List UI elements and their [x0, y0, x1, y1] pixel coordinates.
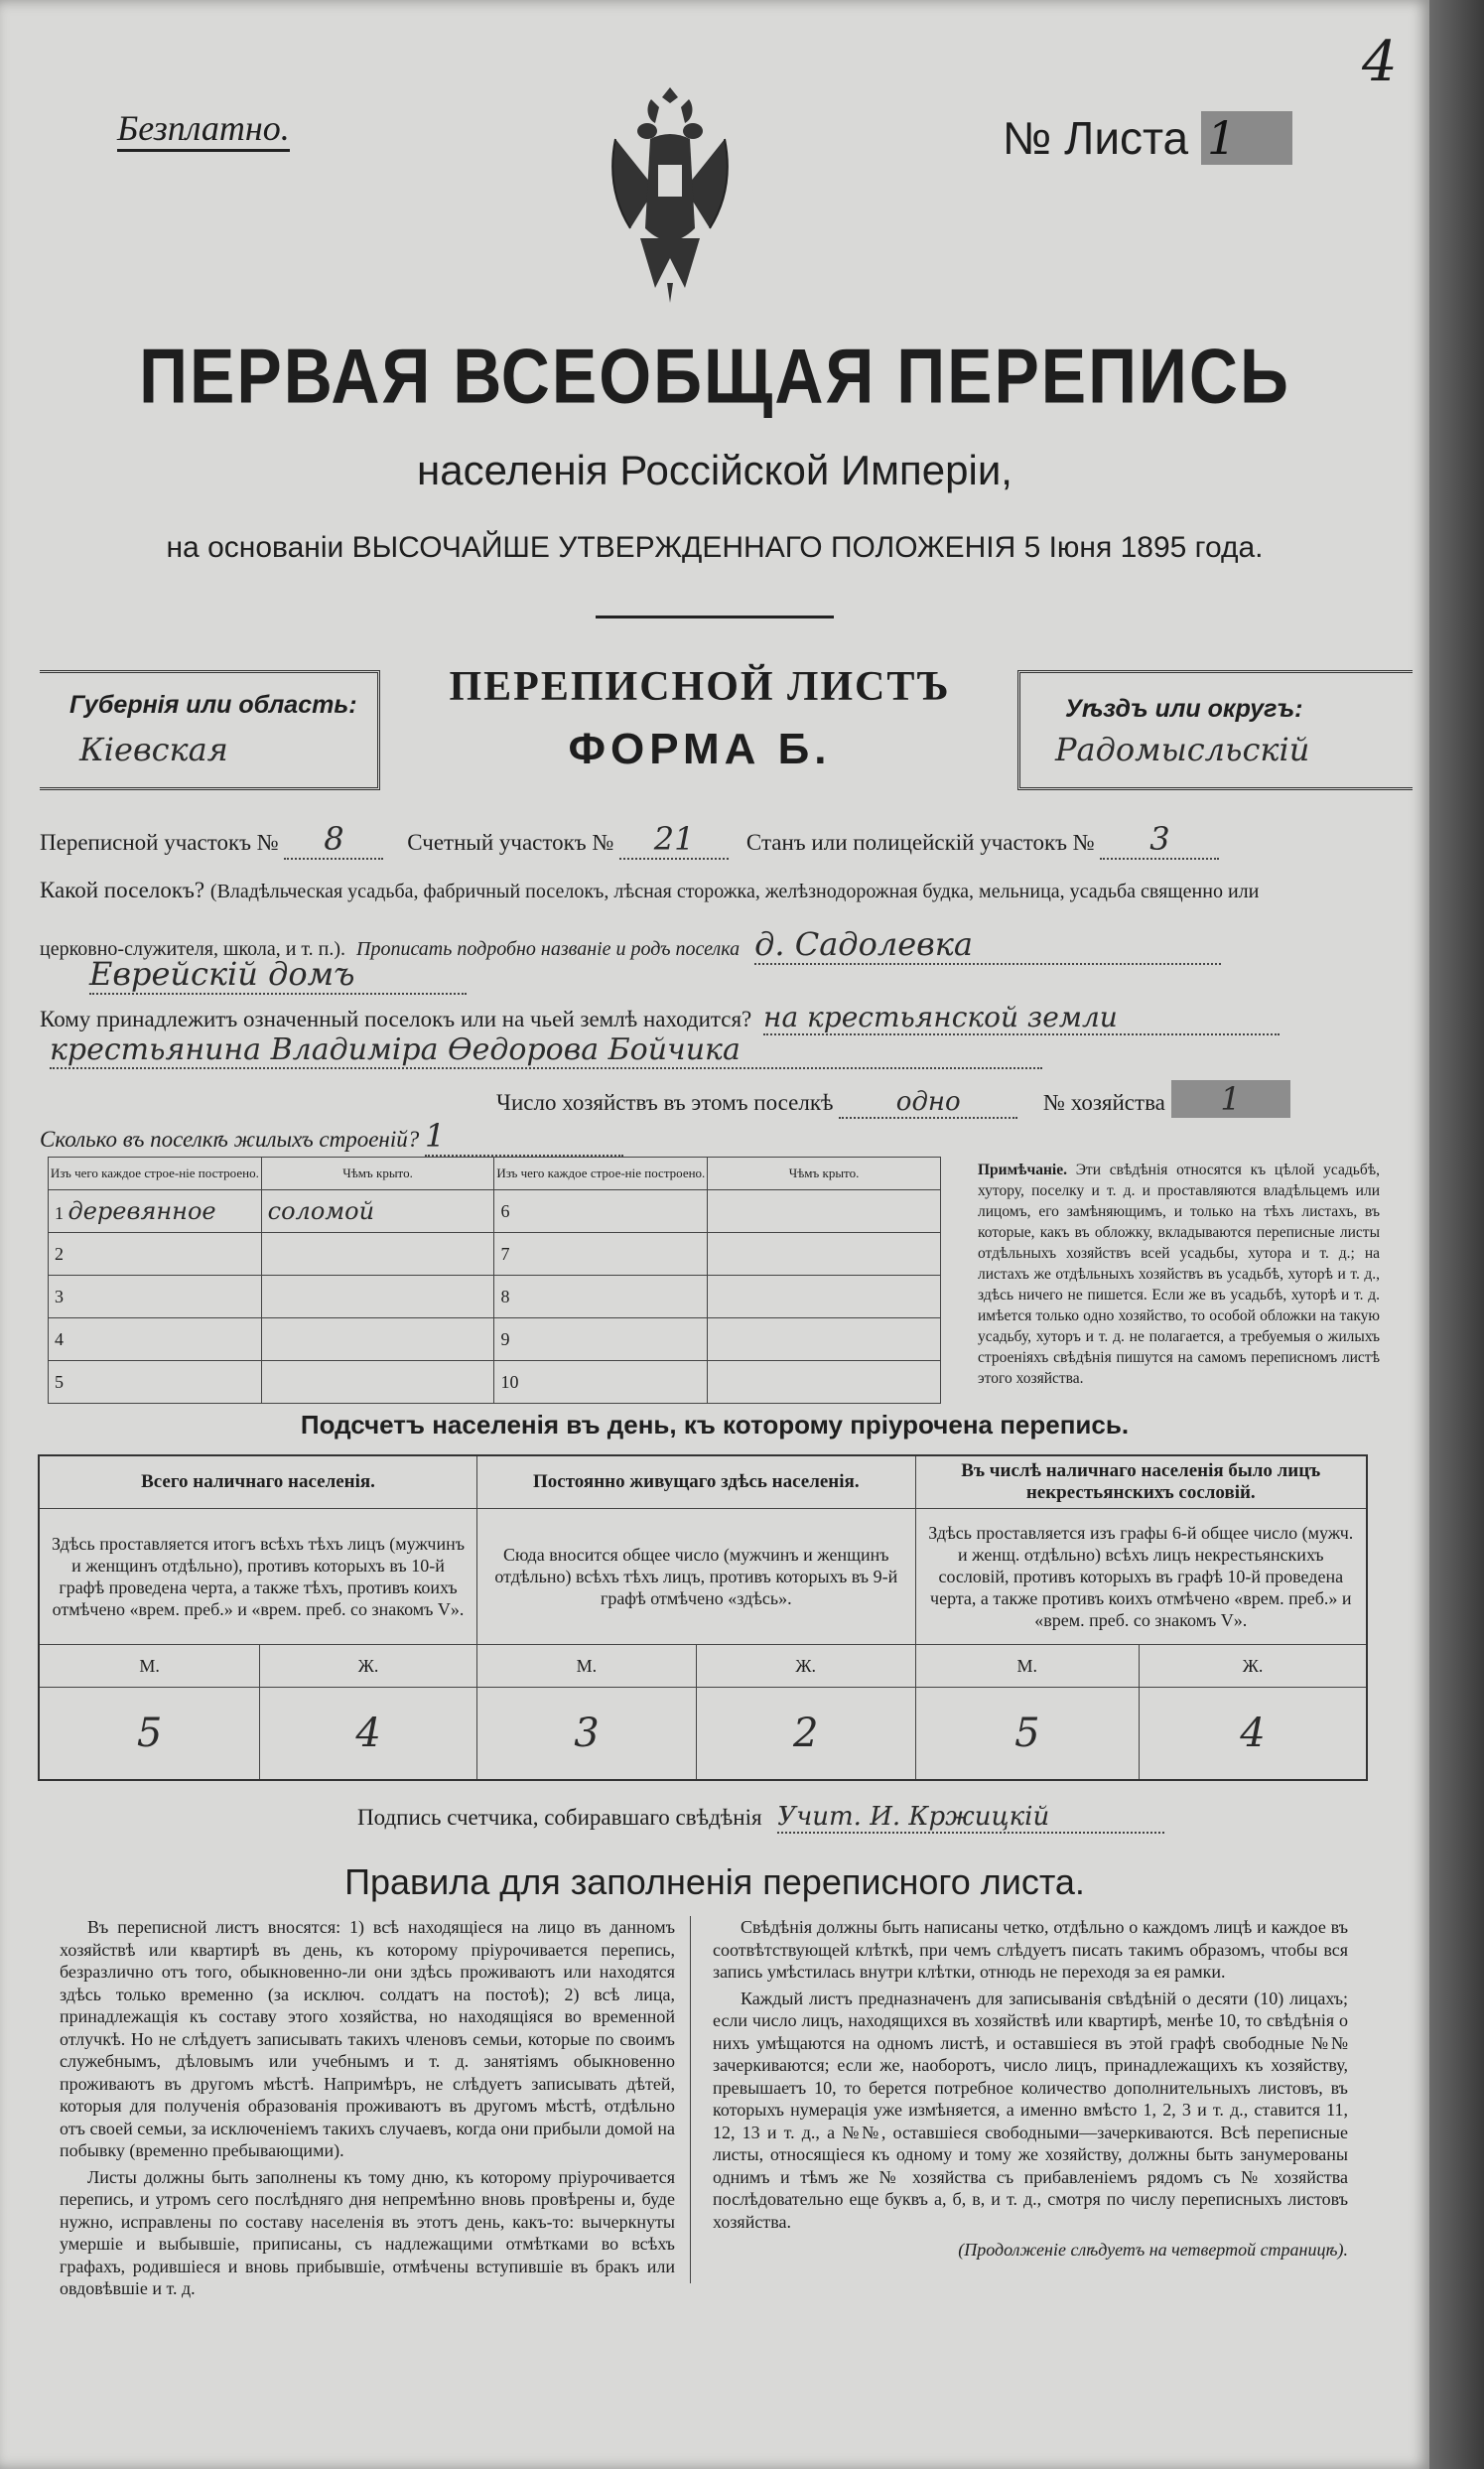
decree-line: на основаніи ВЫСОЧАЙШЕ УТВЕРЖДЕННАГО ПОЛОЖЕНІЯ 5 Іюня 1895 года. [166, 531, 1264, 564]
roof-cell [261, 1233, 494, 1276]
roof-cell [261, 1318, 494, 1361]
population-count-title: Подсчетъ населенія въ день, къ которому пріурочена перепись. [300, 1410, 1130, 1440]
female-header: Ж. [1140, 1645, 1367, 1688]
building-cell: 6 [494, 1190, 708, 1233]
column-divider [690, 1916, 691, 2283]
building-cell: 3 [49, 1276, 262, 1318]
owner-row [40, 1001, 1280, 1035]
form-code: ФОРМА Б. [568, 725, 832, 773]
owner-label: Кому принадлежитъ означенный поселокъ или на чьей землѣ находится? [40, 1007, 752, 1031]
col-roof-header: Чѣмъ крыто. [261, 1158, 494, 1190]
corner-page-number: 4 [1362, 30, 1398, 94]
sheet-number-label: № Листа [1003, 112, 1189, 164]
roof-cell: соломой [261, 1190, 494, 1233]
roof-cell [708, 1190, 941, 1233]
buildings-label: Сколько въ поселкѣ жилыхъ строеній? [40, 1127, 420, 1152]
building-cell: 2 [49, 1233, 262, 1276]
divider [596, 616, 834, 618]
buildings-row [40, 1117, 623, 1157]
sheet-number [1003, 111, 1292, 165]
roof-cell [261, 1276, 494, 1318]
building-cell: 8 [494, 1276, 708, 1318]
female-header: Ж. [696, 1645, 915, 1688]
main-title: ПЕРВАЯ ВСЕОБЩАЯ ПЕРЕПИСЬ [139, 333, 1290, 420]
resident-male-count: 3 [477, 1688, 697, 1781]
col-resident-header: Постоянно живущаго здѣсь населенія. [477, 1455, 916, 1509]
roof-cell [708, 1318, 941, 1361]
col-built-header: Изъ чего каждое строе-ніе построено. [494, 1158, 708, 1190]
buildings-value: 1 [425, 1117, 623, 1157]
building-cell: 5 [49, 1361, 262, 1404]
building-cell: 7 [494, 1233, 708, 1276]
settlement-hint: (Владѣльческая усадьба, фабричный поселокъ, лѣсная сторожка, желѣзнодорожная будка, мельница, усадьба священно или [209, 881, 1260, 902]
district-label: Уѣздъ или округъ: [1065, 695, 1303, 723]
rules-paragraph: Каждый листъ предназначенъ для записыванія свѣдѣній о десяти (10) лицахъ; если число лицъ, находящихся въ хозяйствѣ или квартирѣ, менѣе 10, то свѣдѣнія о нихъ умѣщаются на одномъ листѣ, и оставшіеся въ этой графѣ свободные №№ зачеркиваются; если же, наоборотъ, число лицъ, принадлежащихъ къ хозяйству, превышаетъ 10, то берется потребное количество дополнительныхъ листовъ, въ которыхъ нумерація уже измѣняется, а именно вмѣсто 1, 2, 3 и т. д., ставится 11, 12, 13 и т. д., а №№, оставшіеся свободными—зачеркиваются. Всѣ переписные листы, относящіеся къ одному и тому же хозяйству, должны быть занумерованы однимъ и тѣмъ же № хозяйства съ прибавленіемъ рядомъ съ № хозяйства послѣдовательно еще буквъ а, б, в, и т. д., смотря по числу переписныхъ листовъ хозяйства. [713, 1988, 1348, 2232]
table-row [49, 1233, 941, 1276]
resident-female-count: 2 [696, 1688, 915, 1781]
table-row [49, 1190, 941, 1233]
col-present-header: Всего наличнаго населенія. [39, 1455, 477, 1509]
rules-paragraph: Листы должны быть заполнены къ тому дню, къ которому пріурочивается перепись, и утромъ сего послѣдняго дня непремѣнно вновь провѣрены и, буде нужно, исправлены по составу населенія въ этотъ день, какъ-то: вычеркнуты умершіе и выбывшіе, приписаны, съ надлежащими отмѣтками во всѣхъ графахъ, родившіеся и вновь прибывшіе, отмѣчены вступившіе въ бракъ или овдовѣвшіе и т. д. [60, 2166, 675, 2298]
district-value: Радомысльскій [1055, 731, 1310, 768]
continued-note: (Продолженіе слѣдуетъ на четвертой страницѣ). [958, 2240, 1348, 2260]
settlement-label: Какой поселокъ? [40, 878, 205, 902]
settlement-instruction: Прописать подробно названіе и родъ поселка [356, 938, 741, 960]
roof-cell [708, 1361, 941, 1404]
building-cell: 9 [494, 1318, 708, 1361]
buildings-note [978, 1160, 1380, 1389]
household-no-value: 1 [1171, 1080, 1290, 1118]
rules-paragraph: Въ переписной листъ вносятся: 1) всѣ находящіеся на лицо въ данномъ хозяйствѣ или квартирѣ въ день, къ которому пріурочивается перепись, безразлично отъ того, обыкновенно-ли они здѣсь проживаютъ или находятся здѣсь только временно (за исключ. солдатъ на постоѣ); 2) всѣ лица, принадлежащія къ составу этого хозяйства, но находящіяся во временной отлучкѣ. Но не слѣдуетъ записывать такихъ членовъ семьи, которые по своимъ служебнымъ, дѣловымъ или учебнымъ и т. д. занятіямъ обыкновенно проживаютъ въ другомъ мѣстѣ. Напримѣръ, не слѣдуетъ записывать дѣтей, которыя для полученія образованія проживаютъ въ другомъ мѣстѣ, отдѣльно отъ своей семьи, за исключеніемъ такихъ случаевъ, когда они прибыли домой на побывку (временно пребывающими). [60, 1917, 675, 2160]
owner-value: на крестьянской земли [763, 1001, 1280, 1035]
signature-label: Подпись счетчика, собиравшаго свѣдѣнія [357, 1805, 762, 1830]
census-area-value: 8 [284, 820, 383, 860]
station-label: Станъ или полицейскій участокъ № [745, 830, 1095, 855]
buildings-table [48, 1157, 941, 1404]
present-male-count: 5 [39, 1688, 260, 1781]
male-header: М. [477, 1645, 697, 1688]
population-count-table [38, 1454, 1368, 1781]
nonpeasant-female-count: 4 [1140, 1688, 1367, 1781]
note-lead: Примѣчаніе. [978, 1162, 1067, 1178]
households-row [496, 1080, 1290, 1119]
rules-paragraph: Свѣдѣнія должны быть написаны четко, отдѣльно о каждомъ лицѣ и каждое въ соотвѣтствующей клѣткѣ, при чемъ слѣдуетъ писать такимъ образомъ, чтобы вся запись умѣстилась внутри клѣтки, отнюдь не переходя за ея рамки. [713, 1917, 1348, 1982]
nonpeasant-male-count: 5 [915, 1688, 1139, 1781]
province-box [40, 670, 380, 790]
owner-value-2: крестьянина Владиміра Ѳедорова Бойчика [50, 1032, 1042, 1069]
roof-cell [708, 1276, 941, 1318]
note-text: Эти свѣдѣнія относятся къ цѣлой усадьбѣ, хутору, поселку и т. д. и проставляются владѣльцемъ или лицомъ, его замѣняющимъ, и только на тѣхъ листахъ, въ которые, какъ въ обложку, вкладываются переписные листы отдѣльныхъ хозяйствъ всей усадьбы, хутора и т. д.; на листахъ же отдѣльныхъ хозяйствъ въ усадьбѣ, хуторѣ и т. д., здѣсь ничего не пишется. Если же въ усадьбѣ, хуторѣ и т. д. имѣется только одно хозяйство, то особой обложки на такую усадьбу, хуторъ и т. д. не полагается, а требуемыя о жилыхъ строеніяхъ свѣдѣнія пишутся на самомъ переписномъ листѣ этого хозяйства. [978, 1162, 1380, 1387]
male-header: М. [39, 1645, 260, 1688]
building-cell: 1 деревянное [49, 1190, 262, 1233]
settlement-row [40, 878, 1259, 903]
roof-cell [261, 1361, 494, 1404]
roof-cell [708, 1233, 941, 1276]
table-row [49, 1361, 941, 1404]
district-box [1017, 670, 1413, 790]
province-label: Губернія или область: [69, 691, 357, 719]
count-area-value: 21 [619, 820, 729, 860]
settlement-hint-2: церковно-служителя, школа, и т. п.). [40, 938, 345, 960]
col-resident-desc: Сюда вносится общее число (мужчинъ и женщинъ отдѣльно) всѣхъ тѣхъ лицъ, противъ которыхъ въ 9-й графѣ отмѣчено «здѣсь». [477, 1509, 916, 1645]
count-area-label: Счетный участокъ № [407, 830, 614, 855]
census-area-row [40, 820, 1219, 860]
households-label: Число хозяйствъ въ этомъ поселкѣ [496, 1090, 834, 1115]
rules-right-column [713, 1916, 1348, 2262]
table-row [49, 1276, 941, 1318]
table-row [49, 1318, 941, 1361]
form-name: ПЕРЕПИСНОЙ ЛИСТЪ [449, 664, 951, 710]
col-nonpeasant-header: Въ числѣ наличнаго населенія было лицъ некрестьянскихъ сословій. [915, 1455, 1367, 1509]
scan-edge [1429, 0, 1484, 2469]
male-header: М. [915, 1645, 1139, 1688]
census-area-label: Переписной участокъ № [40, 830, 279, 855]
rules-title: Правила для заполненія переписного листа. [344, 1861, 1085, 1902]
double-headed-eagle-emblem [596, 79, 744, 308]
province-value: Кіевская [79, 731, 228, 768]
rules-left-column [60, 1916, 675, 2300]
household-no-label: № хозяйства [1043, 1090, 1165, 1115]
female-header: Ж. [260, 1645, 477, 1688]
free-of-charge-label: Безплатно. [117, 107, 290, 152]
present-female-count: 4 [260, 1688, 477, 1781]
col-roof-header: Чѣмъ крыто. [708, 1158, 941, 1190]
col-nonpeasant-desc: Здѣсь проставляется изъ графы 6-й общее число (мужч. и женщ. отдѣльно) всѣхъ лицъ некрестьянскихъ сословій, противъ которыхъ въ графѣ 10-й проведена черта, а также противъ коихъ отмѣчено «врем. преб.» и «врем. преб. со знакомъ V». [915, 1509, 1367, 1645]
station-value: 3 [1100, 820, 1219, 860]
sheet-number-value: 1 [1201, 111, 1292, 165]
households-value: одно [839, 1087, 1017, 1119]
enumerator-signature-row [357, 1802, 1164, 1834]
settlement-value: д. Садолевка [754, 925, 1221, 965]
settlement-value-2: Еврейскій домъ [89, 955, 467, 995]
col-built-header: Изъ чего каждое строе-ніе построено. [49, 1158, 262, 1190]
col-present-desc: Здѣсь проставляется итогъ всѣхъ тѣхъ лицъ (мужчинъ и женщинъ отдѣльно), противъ которыхъ въ 10-й графѣ проведена черта, а также тѣхъ, противъ коихъ отмѣчено «врем. преб.» и «врем. преб. со знакомъ V». [39, 1509, 477, 1645]
subtitle: населенія Россійской Имперіи, [417, 447, 1012, 493]
signature-value: Учит. И. Кржицкій [777, 1802, 1164, 1834]
building-cell: 10 [494, 1361, 708, 1404]
building-cell: 4 [49, 1318, 262, 1361]
